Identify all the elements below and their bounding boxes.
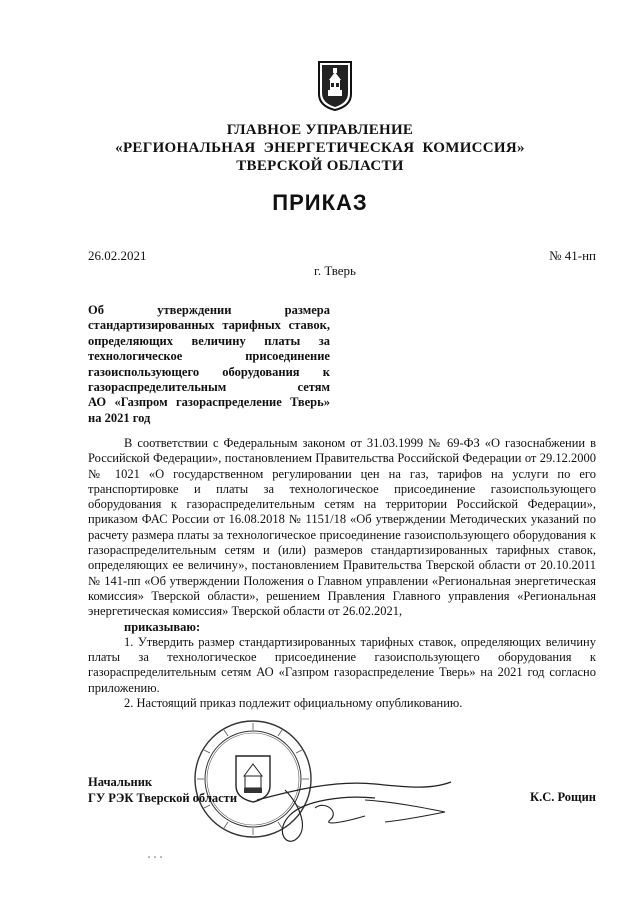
order-date: 26.02.2021 — [88, 248, 147, 263]
subject-line: на 2021 год — [88, 410, 151, 425]
org-name-line2: «РЕГИОНАЛЬНАЯ ЭНЕРГЕТИЧЕСКАЯ КОМИССИЯ» — [115, 140, 525, 156]
signatory-title-line1: Начальник — [88, 775, 153, 789]
subject-line: газораспределительным сетям — [88, 380, 330, 395]
subject-line: АО «Газпром газораспределение Тверь» — [88, 395, 330, 410]
handwritten-signature-icon — [255, 760, 455, 850]
signatory-title-line2: ГУ РЭК Тверской области — [88, 791, 238, 805]
subject-line: определяющих величину платы за — [88, 333, 330, 348]
org-name-line1: ГЛАВНОЕ УПРАВЛЕНИЕ — [226, 122, 414, 138]
order-body — [88, 436, 596, 711]
tver-coat-of-arms-icon — [317, 60, 353, 112]
order-number: № 41-нп — [549, 248, 596, 263]
subject-line: технологическое присоединение — [88, 349, 330, 364]
preamble-paragraph: В соответствии с Федеральным законом от 31.03.1999 № 69-ФЗ «О газоснабжении в Российской Федерации», постановлением Правительства Российской Федерации от 29.12.2000 № 1021 «О государственном регулировании цен на газ, тарифов на услуги по его транспортировке и платы за технологическое присоединение газоиспользующего оборудования к газораспределительным сетям на территории Российской Федерации», приказом ФАС России от 16.08.2018 № 1151/18 «Об утверждении Методических указаний по расчету размера платы за технологическое присоединение газоиспользующего оборудования к газораспределительным сетям и (или) размеров стандартизированных тарифных ставок, определяющих ее величину», постановлением Правительства Тверской области от 20.10.2011 № 141-пп «Об утверждении Положения о Главном управлении «Региональная энергетическая комиссия» Тверской области», решением Правления Главного управления «Региональная энергетическая комиссия» Тверской области от 26.02.2021, — [88, 436, 596, 619]
document-type-title: ПРИКАЗ — [272, 190, 368, 215]
org-name-line3: ТВЕРСКОЙ ОБЛАСТИ — [236, 158, 404, 174]
decree-word: приказываю: — [124, 619, 201, 634]
subject-line: Об утверждении размера — [88, 303, 330, 317]
subject-line: газоиспользующего оборудования к — [88, 364, 330, 379]
signatory-name: К.С. Рощин — [530, 790, 596, 804]
order-city: г. Тверь — [314, 263, 356, 278]
scan-artifact — [145, 852, 165, 862]
order-item-2: 2. Настоящий приказ подлежит официальному опубликованию. — [124, 696, 463, 711]
subject-line: стандартизированных тарифных ставок, — [88, 318, 330, 333]
signatory-title — [88, 774, 237, 806]
order-item-1: 1. Утвердить размер стандартизированных тарифных ставок, определяющих величину платы за технологическое присоединение газоиспользующего оборудования к газораспределительным сетям АО «Газпром газораспределение Тверь» на 2021 год согласно приложению. — [88, 634, 596, 695]
order-subject — [88, 303, 330, 426]
